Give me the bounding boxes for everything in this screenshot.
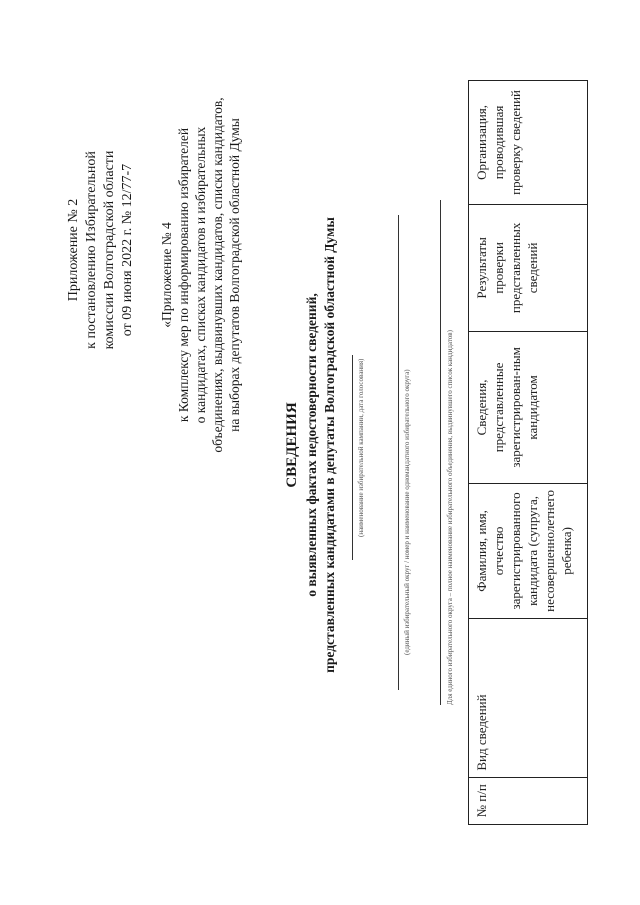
party-hint: Для единого избирательного округа – полное наименование избирательного объединения, выдвинувшего список кандидатов): [446, 330, 454, 705]
annex-block: [158, 75, 243, 475]
appendix-line-3: комиссии Волгоградской области: [102, 150, 117, 350]
annex-line-5: на выборах депутатов Волгоградской областной Думы: [227, 118, 242, 432]
col-check-results: Результаты проверки представленных сведений: [469, 204, 588, 331]
annex-line-1: «Приложение № 4: [159, 222, 174, 328]
campaign-line: [352, 355, 353, 560]
title-main: СВЕДЕНИЯ: [284, 402, 300, 488]
col-candidate-name: Фамилия, имя, отчество зарегистрированного кандидата (супруга, несовершеннолетнего ребенка): [469, 484, 588, 619]
annex-line-4: объединениях, выдвинувших кандидатов, списки кандидатов,: [210, 97, 225, 453]
appendix-line-4: от 09 июня 2022 г. № 12/77-7: [120, 163, 135, 337]
district-line: [398, 215, 399, 690]
party-line: [440, 200, 441, 705]
campaign-hint: (наименование избирательной кампании, дата голосования): [357, 358, 365, 537]
district-hint: (единый избирательный округ / номер и наименование одномандатного избирательного округа): [403, 369, 411, 655]
document-title: [283, 165, 339, 725]
appendix-block: [65, 100, 137, 400]
annex-line-2: к Комплексу мер по информированию избирателей: [176, 127, 191, 423]
table-header-row: [469, 81, 588, 825]
appendix-line-2: к постановлению Избирательной: [84, 151, 99, 349]
col-info-type: Вид сведений: [469, 618, 588, 777]
title-sub-2: представленных кандидатами в депутаты Волгоградской областной Думы: [322, 217, 337, 673]
annex-line-3: о кандидатах, списках кандидатов и избирательных: [193, 126, 208, 424]
info-table: [468, 80, 588, 825]
col-submitted-info: Сведения, представленные зарегистрирован-ным кандидатом: [469, 331, 588, 483]
title-sub-1: о выявленных фактах недостоверности сведений,: [304, 293, 319, 597]
col-number: № п/п: [469, 777, 588, 824]
col-checking-org: Организация, проводившая проверку сведений: [469, 81, 588, 205]
appendix-line-1: Приложение № 2: [66, 198, 81, 302]
